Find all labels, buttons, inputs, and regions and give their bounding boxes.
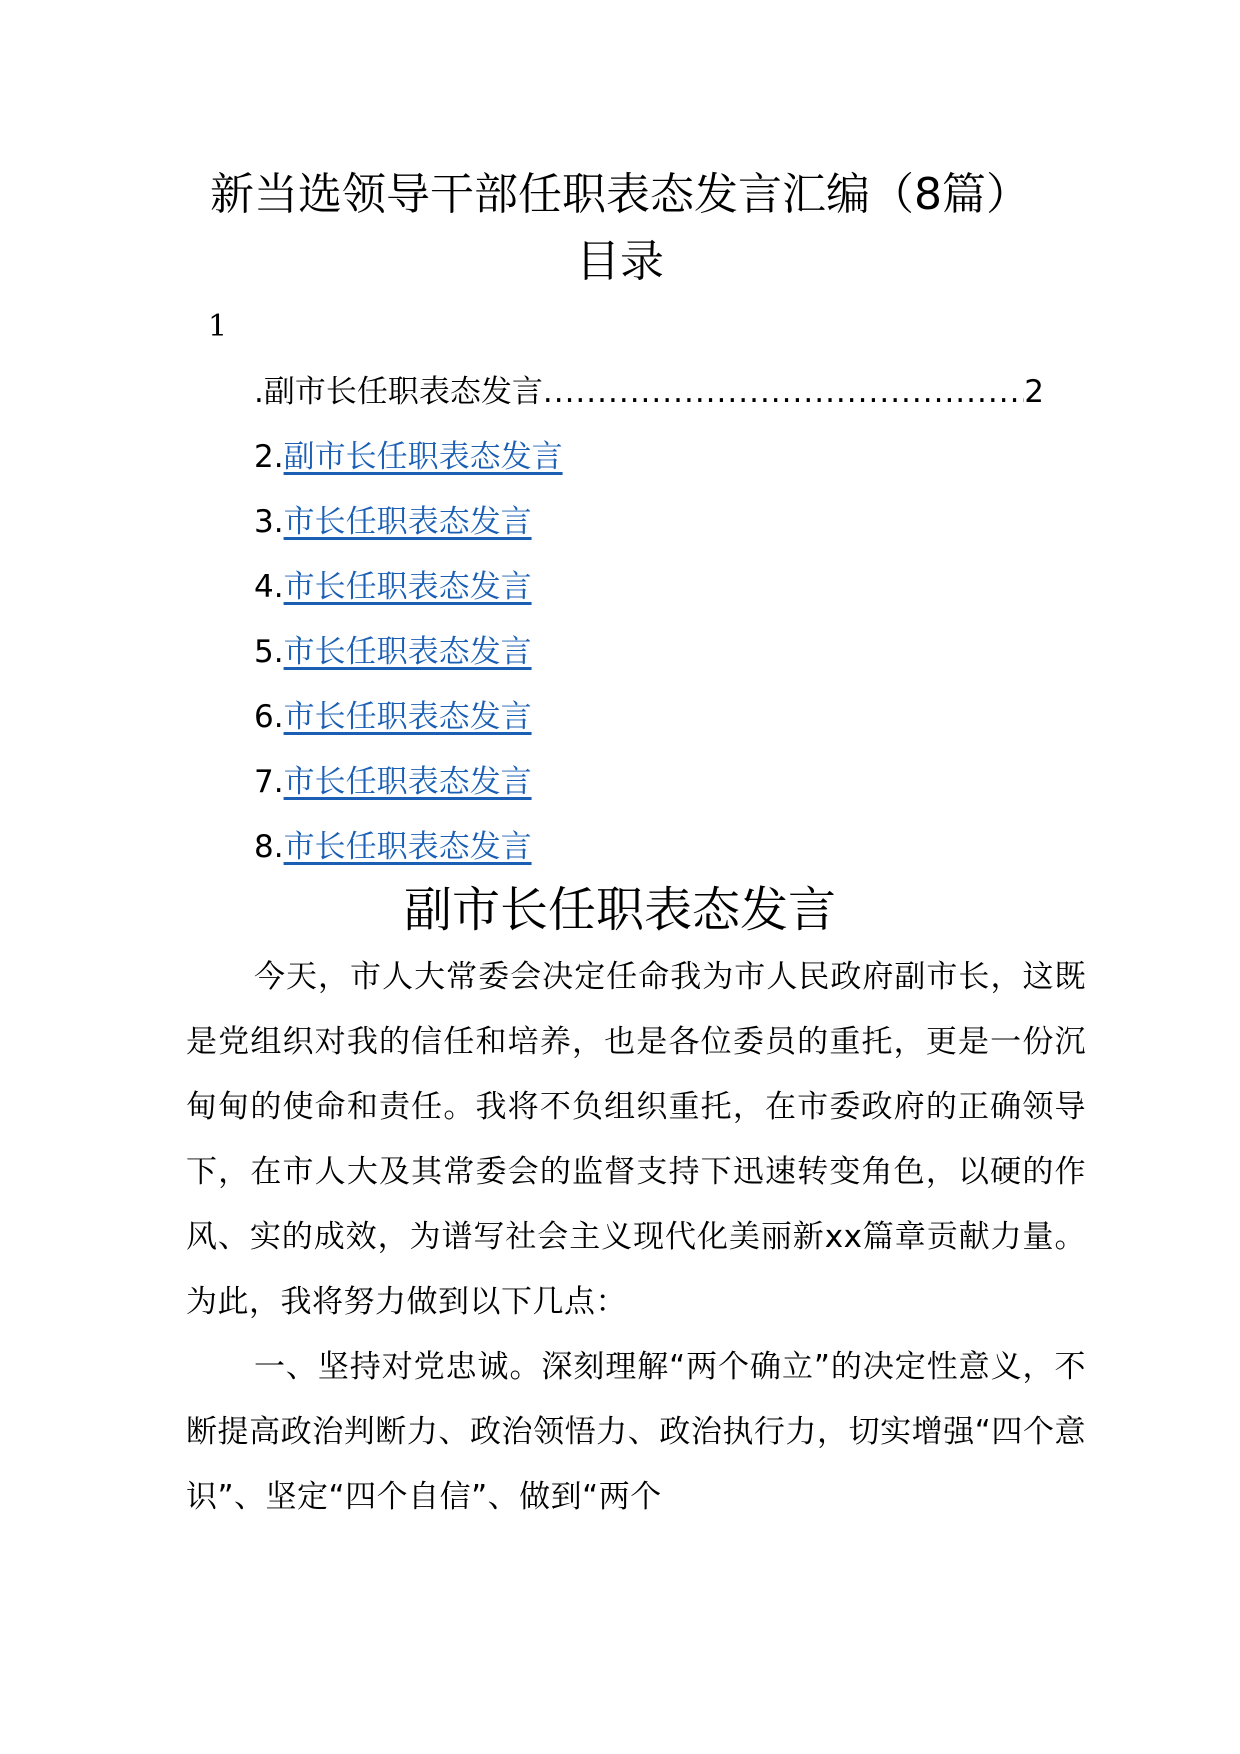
- section-body: [186, 945, 1086, 1530]
- toc-dot-leader: [543, 370, 1024, 414]
- toc-item-link[interactable]: 市长任职表态发言: [283, 569, 532, 605]
- toc-item-label: 副市长任职表态发言: [263, 374, 543, 410]
- stray-number: 1: [208, 309, 228, 344]
- toc-item-link[interactable]: 市长任职表态发言: [283, 829, 532, 865]
- toc-item[interactable]: [254, 500, 1054, 565]
- body-paragraph: 一、坚持对党忠诚。深刻理解“两个确立”的决定性意义，不断提高政治判断力、政治领悟力、政治执行力，切实增强“四个意识”、坚定“四个自信”、做到“两个: [186, 1349, 1086, 1515]
- toc-item-number: 3.: [254, 504, 284, 540]
- toc-item-link[interactable]: 市长任职表态发言: [283, 699, 532, 735]
- toc-item-number: .: [254, 374, 264, 410]
- toc-item[interactable]: [254, 565, 1054, 630]
- toc-item-number: 2.: [254, 439, 284, 475]
- toc-item[interactable]: [254, 695, 1054, 760]
- toc-item-link[interactable]: 市长任职表态发言: [283, 634, 532, 670]
- body-paragraph: 今天，市人大常委会决定任命我为市人民政府副市长，这既是党组织对我的信任和培养，也是各位委员的重托，更是一份沉甸甸的使命和责任。我将不负组织重托，在市委政府的正确领导下，在市人大及其常委会的监督支持下迅速转变角色，以硬的作风、实的成效，为谱写社会主义现代化美丽新xx篇章贡献力量。为此，我将努力做到以下几点：: [186, 959, 1086, 1320]
- toc-item[interactable]: [254, 760, 1054, 825]
- toc-item-link[interactable]: 市长任职表态发言: [283, 504, 532, 540]
- document-title: 新当选领导干部任职表态发言汇编（8篇）: [210, 169, 1030, 220]
- toc-item-page: 2: [1024, 374, 1044, 410]
- toc-item-number: 8.: [254, 829, 284, 865]
- toc-item[interactable]: [254, 435, 1054, 500]
- toc-item-link[interactable]: 市长任职表态发言: [283, 764, 532, 800]
- section-title: 副市长任职表态发言: [403, 882, 836, 938]
- toc-item-number: 4.: [254, 569, 284, 605]
- toc-item-link[interactable]: 副市长任职表态发言: [283, 439, 563, 475]
- toc-item[interactable]: [254, 370, 1054, 435]
- toc-item-number: 5.: [254, 634, 284, 670]
- toc-item-number: 7.: [254, 764, 284, 800]
- toc-heading: 目录: [576, 236, 664, 287]
- table-of-contents: [254, 370, 1054, 890]
- toc-item-number: 6.: [254, 699, 284, 735]
- toc-item[interactable]: [254, 630, 1054, 695]
